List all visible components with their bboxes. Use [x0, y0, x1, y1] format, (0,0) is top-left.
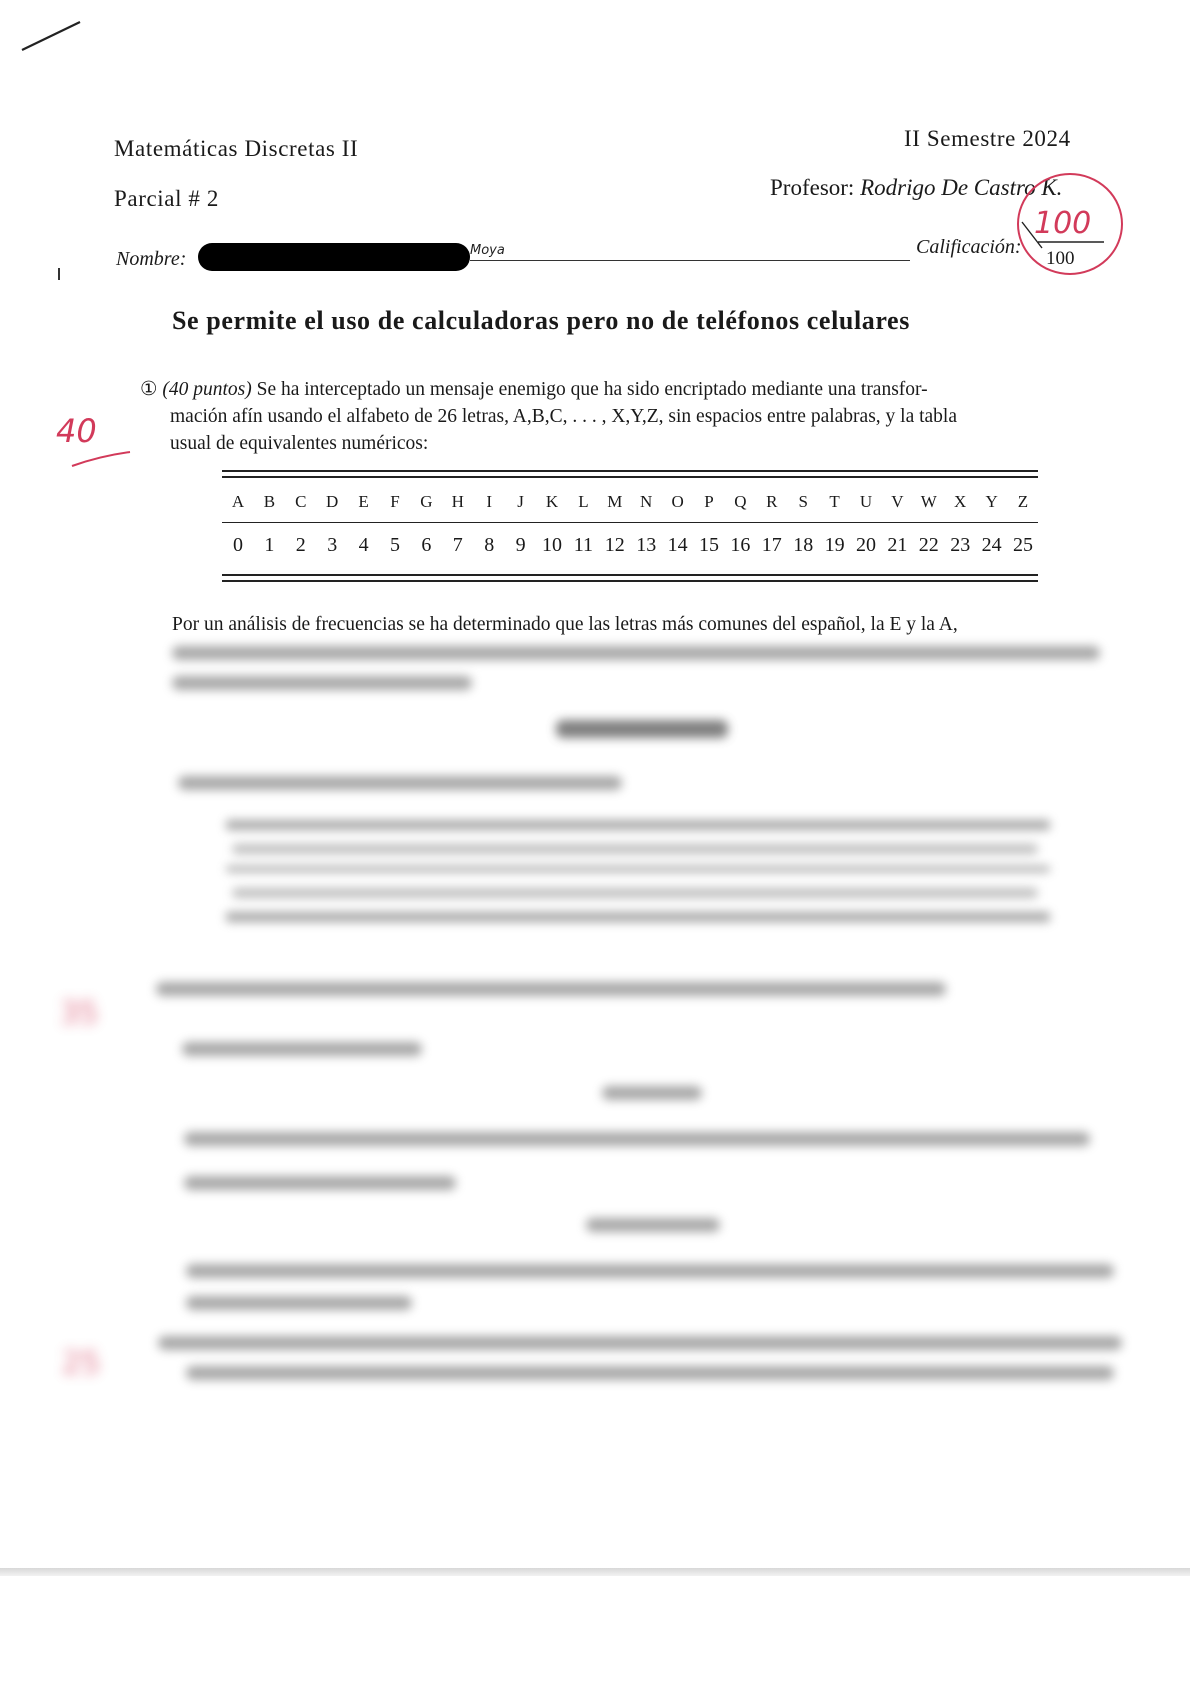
grade-max: 100 [1046, 248, 1075, 269]
q1-line3: usual de equivalentes numéricos: [170, 433, 429, 454]
q1-line1: Se ha interceptado un mensaje enemigo que ha sido encriptado mediante una transfor- [256, 379, 928, 400]
number-cell: 18 [793, 534, 814, 556]
q1-points: (40 puntos) [162, 379, 252, 400]
grade-label: Calificación: [916, 236, 1022, 258]
q1-number: ① [140, 379, 158, 400]
letter-cell: H [451, 492, 464, 511]
name-label: Nombre: [116, 248, 187, 270]
number-cell: 0 [233, 534, 243, 556]
number-cell: 6 [421, 534, 432, 556]
letter-cell: T [829, 492, 840, 511]
name-handwritten: Moya [470, 243, 505, 258]
number-cell: 15 [699, 534, 719, 556]
q3-score-mark: 25 [62, 1346, 101, 1381]
scan-edge [0, 1568, 1190, 1576]
letter-cell: X [954, 492, 967, 511]
number-cell: 23 [950, 534, 971, 556]
letter-cell: P [704, 492, 714, 511]
number-cell: 2 [295, 534, 306, 556]
letter-cell: R [766, 492, 778, 511]
number-cell: 5 [390, 534, 400, 556]
letter-cell: I [486, 492, 493, 511]
letter-cell: M [607, 492, 623, 511]
letter-cell: Q [734, 492, 747, 511]
number-cell: 16 [730, 534, 751, 556]
q2-score-mark: 35 [60, 996, 99, 1031]
q1-score-mark: 40 [56, 412, 97, 450]
number-cell: 20 [856, 534, 876, 556]
letter-cell: K [545, 492, 559, 511]
letter-cell: V [891, 492, 904, 511]
letter-cell: D [326, 492, 339, 511]
letter-cell: Z [1017, 492, 1029, 511]
number-cell: 14 [667, 534, 688, 556]
q1-line2: mación afín usando el alfabeto de 26 letras, A,B,C, . . . , X,Y,Z, sin espacios entre palabras, y la tabla [170, 406, 958, 427]
letter-cell: Y [985, 492, 998, 511]
number-cell: 22 [918, 534, 939, 556]
letter-cell: E [358, 492, 369, 511]
number-cell: 12 [604, 534, 625, 556]
number-cell: 3 [327, 534, 338, 556]
q1-frequency-line: Por un análisis de frecuencias se ha determinado que las letras más comunes del español, la E y la A, [172, 614, 958, 635]
letter-cell: F [390, 492, 400, 511]
letter-cell: N [640, 492, 653, 511]
number-cell: 21 [887, 534, 908, 556]
number-cell: 1 [264, 534, 275, 556]
letter-cell: S [798, 492, 808, 511]
letter-cell: C [295, 492, 307, 511]
number-cell: 4 [358, 534, 369, 556]
course-title: Matemáticas Discretas II [114, 136, 359, 161]
letter-cell: O [671, 492, 684, 511]
number-cell: 25 [1013, 534, 1033, 556]
letter-cell: U [859, 492, 873, 511]
professor-name: Rodrigo De Castro K. [860, 175, 1063, 200]
number-cell: 13 [636, 534, 657, 556]
number-cell: 8 [484, 534, 495, 556]
number-cell: 7 [452, 534, 463, 556]
number-cell: 17 [761, 534, 782, 556]
number-cell: 11 [573, 534, 594, 556]
letter-cell: L [578, 492, 589, 511]
letter-cell: A [231, 492, 245, 511]
number-cell: 10 [542, 534, 562, 556]
exam-title: Parcial # 2 [114, 186, 219, 211]
letter-cell: B [263, 492, 276, 511]
number-cell: 24 [981, 534, 1002, 556]
letter-cell: G [420, 492, 433, 511]
calculator-notice: Se permite el uso de calculadoras pero no de teléfonos celulares [172, 306, 910, 335]
grade-handwritten: 100 [1034, 206, 1092, 241]
number-cell: 9 [515, 534, 526, 556]
semester: II Semestre 2024 [904, 126, 1071, 151]
professor-label: Profesor: [770, 175, 855, 200]
letter-cell: W [920, 492, 937, 511]
letter-cell: J [517, 492, 524, 511]
number-cell: 19 [824, 534, 845, 556]
